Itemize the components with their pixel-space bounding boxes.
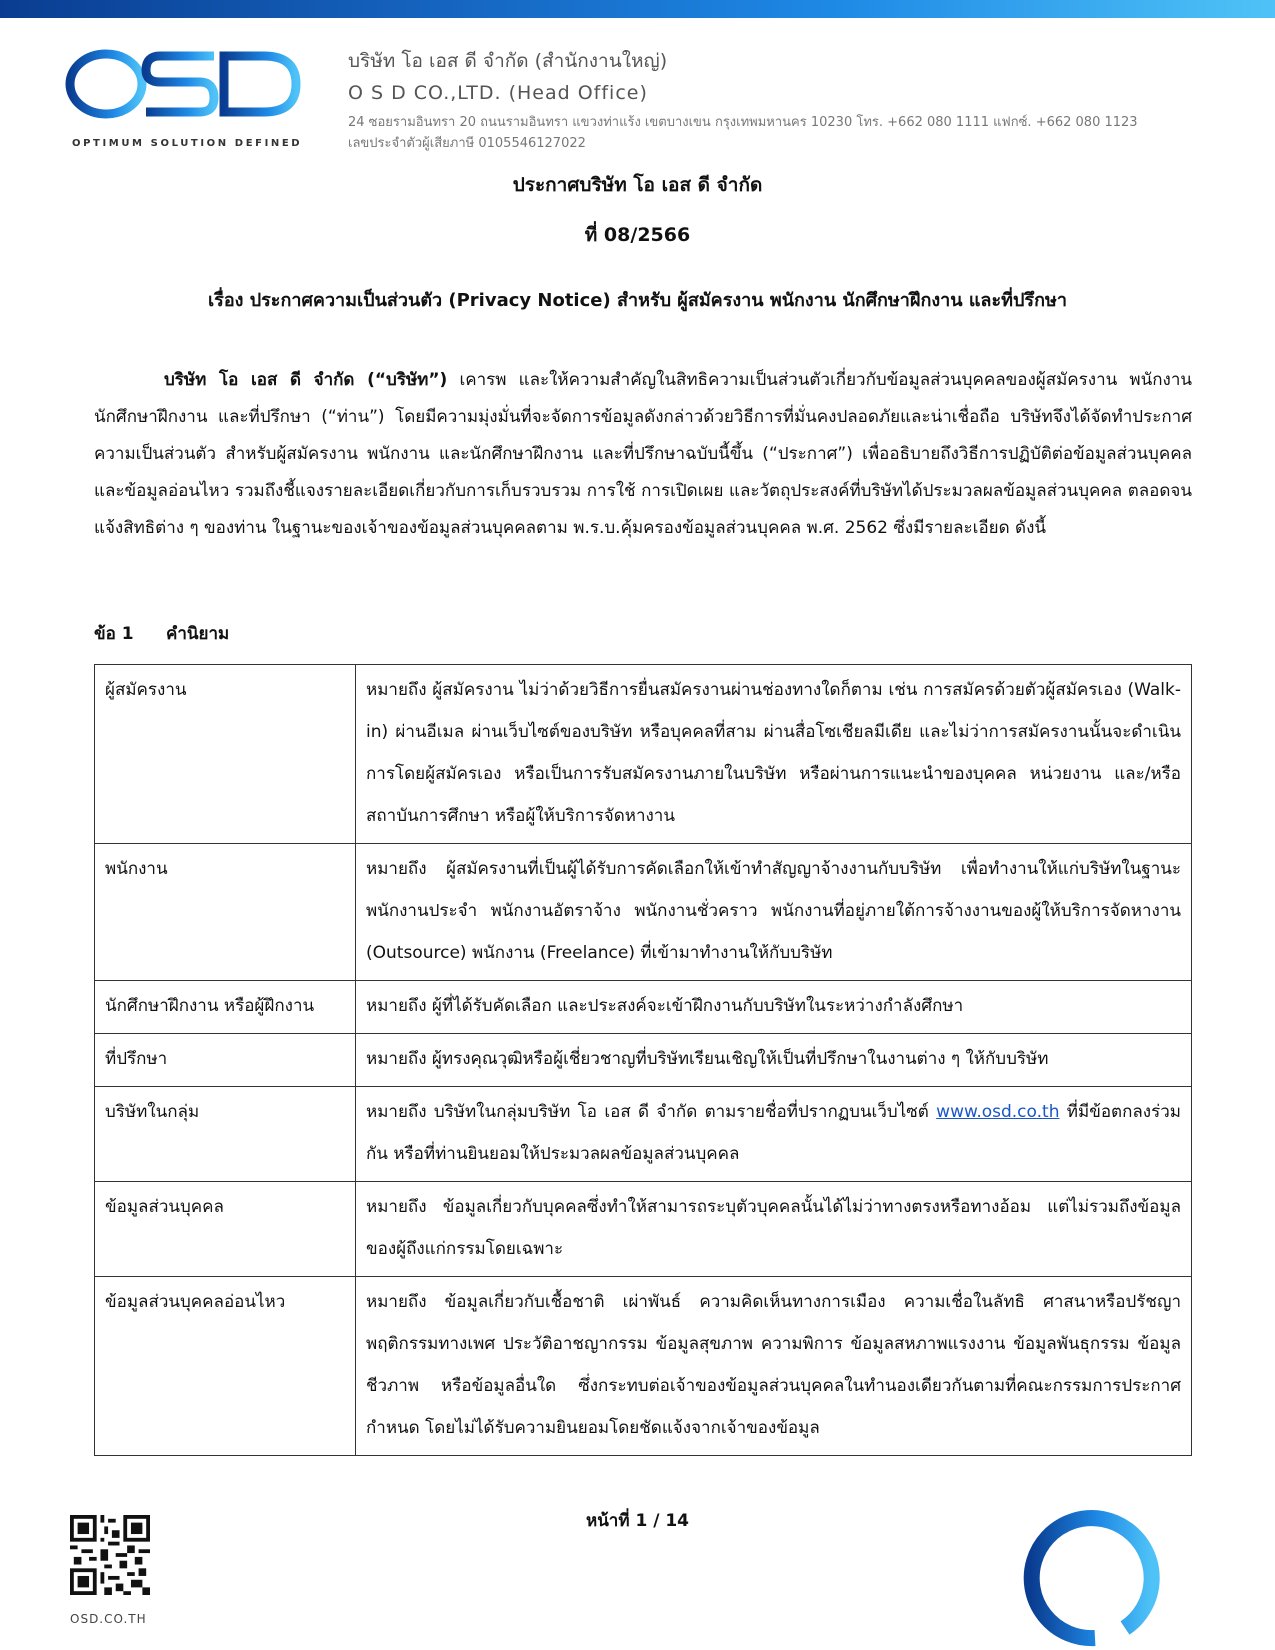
table-row <box>95 981 1192 1034</box>
osd-logo-icon <box>64 42 304 152</box>
definition-text: หมายถึง ผู้สมัครงาน ไม่ว่าด้วยวิธีการยื่นสมัครงานผ่านช่องทางใดก็ตาม เช่น การสมัครด้วยตัวผู้สมัครเอง (Walk-in) ผ่านอีเมล ผ่านเว็บไซต์ของบริษัท หรือบุคคลที่สาม ผ่านสื่อโซเชียลมีเดีย และไม่ว่าการสมัครงานนั้นจะดำเนินการโดยผู้สมัครเอง หรือเป็นการรับสมัครงานภายในบริษัท หรือผ่านการแนะนำของบุคคล หน่วยงาน และ/หรือสถาบันการศึกษา หรือผู้ให้บริการจัดหางาน <box>356 665 1192 844</box>
table-row <box>95 844 1192 981</box>
corner-logo-icon <box>1000 1488 1275 1650</box>
page-number: หน้าที่ 1 / 14 <box>585 1511 690 1531</box>
definition-text: หมายถึง ข้อมูลเกี่ยวกับบุคคลซึ่งทำให้สามารถระบุตัวบุคคลนั้นได้ไม่ว่าทางตรงหรือทางอ้อม แต่ไม่รวมถึงข้อมูลของผู้ถึงแก่กรรมโดยเฉพาะ <box>356 1182 1192 1277</box>
intro-text: เคารพ และให้ความสำคัญในสิทธิความเป็นส่วนตัวเกี่ยวกับข้อมูลส่วนบุคคลของผู้สมัครงาน พนักงาน นักศึกษาฝึกงาน และที่ปรึกษา (“ท่าน”) โดยมีความมุ่งมั่นที่จะจัดการข้อมูลดังกล่าวด้วยวิธีการที่มั่นคงปลอดภัยและน่าเชื่อถือ บริษัทจึงได้จัดทำประกาศความเป็นส่วนตัว สำหรับผู้สมัครงาน พนักงาน และนักศึกษาฝึกงาน และที่ปรึกษาฉบับนี้ขึ้น (“ประกาศ”) เพื่ออธิบายถึงวิธีการปฏิบัติต่อข้อมูลส่วนบุคคล และข้อมูลอ่อนไหว รวมถึงชี้แจงรายละเอียดเกี่ยวกับการเก็บรวบรวม การใช้ การเปิดเผย และวัตถุประสงค์ที่บริษัทได้ประมวลผลข้อมูลส่วนบุคคล ตลอดจนแจ้งสิทธิต่าง ๆ ของท่าน ในฐานะของเจ้าของข้อมูลส่วนบุคคลตาม พ.ร.บ.คุ้มครองข้อมูลส่วนบุคคล พ.ศ. 2562 ซึ่งมีรายละเอียด ดังนี้ <box>94 370 1192 538</box>
company-tax-id: เลขประจำตัวผู้เสียภาษี 0105546127022 <box>348 136 586 151</box>
table-row <box>95 1182 1192 1277</box>
company-name-thai: บริษัท โอ เอส ดี จำกัด (สำนักงานใหญ่) <box>348 50 668 72</box>
definition-term: พนักงาน <box>95 844 356 981</box>
table-row <box>95 1277 1192 1456</box>
company-address: 24 ซอยรามอินทรา 20 ถนนรามอินทรา แขวงท่าแร้ง เขตบางเขน กรุงเทพมหานคร 10230 โทร. +662 080 1111 แฟกซ์. +662 080 1123 <box>348 115 1138 130</box>
top-gradient-bar <box>0 0 1275 18</box>
intro-paragraph <box>94 362 1192 547</box>
section-heading <box>94 620 229 647</box>
qr-label: OSD.CO.TH <box>70 1612 147 1626</box>
company-header <box>348 46 1228 154</box>
intro-company-name: บริษัท โอ เอส ดี จำกัด (“บริษัท”) <box>164 370 448 390</box>
definition-term: บริษัทในกลุ่ม <box>95 1087 356 1182</box>
doc-title: ประกาศบริษัท โอ เอส ดี จำกัด <box>512 174 763 196</box>
company-name-english: O S D CO.,LTD. (Head Office) <box>348 82 648 104</box>
definition-term: ผู้สมัครงาน <box>95 665 356 844</box>
definitions-table <box>94 664 1192 1456</box>
definition-term: ข้อมูลส่วนบุคคลอ่อนไหว <box>95 1277 356 1456</box>
table-row <box>95 1034 1192 1087</box>
definition-text <box>356 1087 1192 1182</box>
website-link[interactable]: www.osd.co.th <box>936 1102 1060 1122</box>
definition-text-pre: หมายถึง บริษัทในกลุ่มบริษัท โอ เอส ดี จำกัด ตามรายชื่อที่ปรากฏบนเว็บไซต์ <box>366 1102 937 1122</box>
doc-subject: เรื่อง ประกาศความเป็นส่วนตัว (Privacy Notice) สำหรับ ผู้สมัครงาน พนักงาน นักศึกษาฝึกงาน และที่ปรึกษา <box>208 290 1067 311</box>
definition-term: นักศึกษาฝึกงาน หรือผู้ฝึกงาน <box>95 981 356 1034</box>
section-number: ข้อ 1 <box>94 624 134 644</box>
definition-text: หมายถึง ผู้สมัครงานที่เป็นผู้ได้รับการคัดเลือกให้เข้าทำสัญญาจ้างงานกับบริษัท เพื่อทำงานให้แก่บริษัทในฐานะพนักงานประจำ พนักงานอัตราจ้าง พนักงานชั่วคราว พนักงานที่อยู่ภายใต้การจ้างงานของผู้ให้บริการจัดหางาน (Outsource) พนักงาน (Freelance) ที่เข้ามาทำงานให้กับบริษัท <box>356 844 1192 981</box>
table-row <box>95 665 1192 844</box>
definition-term: ข้อมูลส่วนบุคคล <box>95 1182 356 1277</box>
definition-term: ที่ปรึกษา <box>95 1034 356 1087</box>
definition-text: หมายถึง ผู้ที่ได้รับคัดเลือก และประสงค์จะเข้าฝึกงานกับบริษัทในระหว่างกำลังศึกษา <box>356 981 1192 1034</box>
section-title: คำนิยาม <box>166 624 230 644</box>
definition-text: หมายถึง ข้อมูลเกี่ยวกับเชื้อชาติ เผ่าพันธ์ ความคิดเห็นทางการเมือง ความเชื่อในลัทธิ ศาสนาหรือปรัชญา พฤติกรรมทางเพศ ประวัติอาชญากรรม ข้อมูลสุขภาพ ความพิการ ข้อมูลสหภาพแรงงาน ข้อมูลพันธุกรรม ข้อมูลชีวภาพ หรือข้อมูลอื่นใด ซึ่งกระทบต่อเจ้าของข้อมูลส่วนบุคคลในทำนองเดียวกันตามที่คณะกรรมการประกาศกำหนด โดยไม่ได้รับความยินยอมโดยชัดแจ้งจากเจ้าของข้อมูล <box>356 1277 1192 1456</box>
definition-text: หมายถึง ผู้ทรงคุณวุฒิหรือผู้เชี่ยวชาญที่บริษัทเรียนเชิญให้เป็นที่ปรึกษาในงานต่าง ๆ ให้กับบริษัท <box>356 1034 1192 1087</box>
definition-text-post: ที่มีข้อตกลงร่วมกัน หรือที่ท่านยินยอมให้ประมวลผลข้อมูลส่วนบุคคล <box>366 1102 1181 1164</box>
logo-tagline: OPTIMUM SOLUTION DEFINED <box>72 138 303 149</box>
table-row <box>95 1087 1192 1182</box>
doc-number: ที่ 08/2566 <box>584 224 691 246</box>
